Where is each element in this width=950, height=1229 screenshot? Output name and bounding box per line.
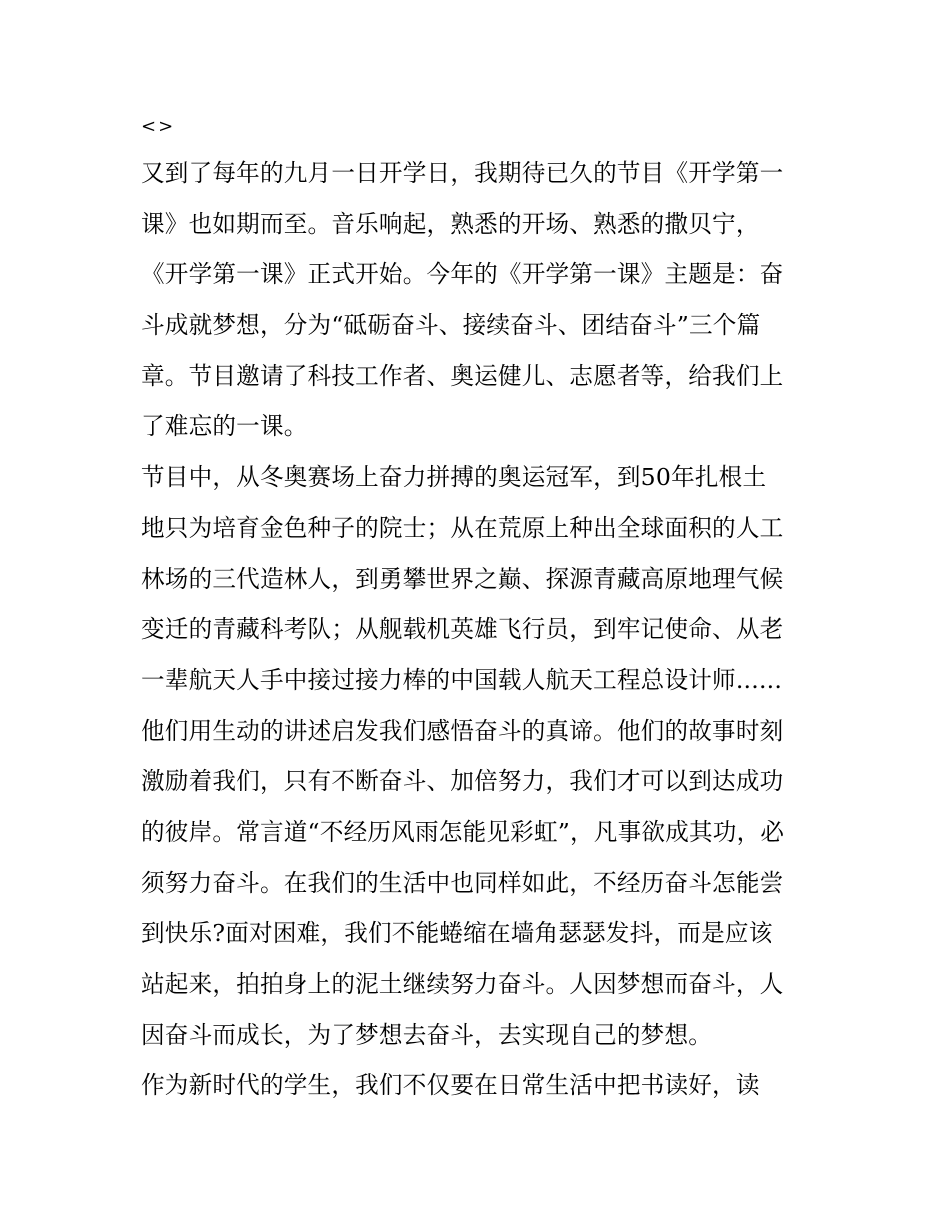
text-line: 激励着我们，只有不断奋斗、加倍努力，我们才可以到达成功 bbox=[141, 767, 784, 796]
paragraph-1 bbox=[141, 154, 817, 458]
text-line: 节目中，从冬奥赛场上奋力拼搏的奥运冠军，到50年扎根土 bbox=[141, 463, 767, 492]
header-mark: <> bbox=[141, 116, 176, 137]
text-line: 的彼岸。常言道“不经历风雨怎能见彩虹”，凡事欲成其功，必 bbox=[141, 817, 785, 846]
paragraph-3 bbox=[141, 1066, 817, 1117]
text-line: 了难忘的一课。 bbox=[141, 412, 308, 441]
text-line: 林场的三代造林人，到勇攀世界之巅、探源青藏高原地理气候 bbox=[141, 564, 784, 593]
paragraph-2 bbox=[141, 458, 817, 1066]
text-line: 他们用生动的讲述启发我们感悟奋斗的真谛。他们的故事时刻 bbox=[141, 716, 784, 745]
text-line: 《开学第一课》正式开始。今年的《开学第一课》主题是：奋 bbox=[141, 260, 784, 289]
text-line: 又到了每年的九月一日开学日，我期待已久的节目《开学第一 bbox=[141, 159, 784, 187]
document-body bbox=[141, 154, 817, 1117]
text-line: 斗成就梦想，分为“砥砺奋斗、接续奋斗、团结奋斗”三个篇 bbox=[141, 311, 761, 340]
text-line: 站起来，拍拍身上的泥土继续努力奋斗。人因梦想而奋斗，人 bbox=[141, 970, 784, 998]
text-line: 须努力奋斗。在我们的生活中也同样如此，不经历奋斗怎能尝 bbox=[141, 868, 784, 897]
text-line: 课》也如期而至。音乐响起，熟悉的开场、熟悉的撒贝宁， bbox=[141, 209, 760, 238]
text-line: 地只为培育金色种子的院士；从在荒原上种出全球面积的人工 bbox=[141, 513, 784, 542]
text-line: 到快乐?面对困难，我们不能蜷缩在墙角瑟瑟发抖，而是应该 bbox=[141, 919, 773, 948]
text-line: 因奋斗而成长，为了梦想去奋斗，去实现自己的梦想。 bbox=[141, 1020, 713, 1049]
text-line: 章。节目邀请了科技工作者、奥运健儿、志愿者等，给我们上 bbox=[141, 361, 784, 390]
text-line: 一辈航天人手中接过接力棒的中国载人航天工程总设计师...... bbox=[141, 665, 783, 694]
text-line: 作为新时代的学生，我们不仅要在日常生活中把书读好，读 bbox=[141, 1071, 760, 1100]
text-line: 变迁的青藏科考队；从舰载机英雄飞行员，到牢记使命、从老 bbox=[141, 615, 784, 644]
